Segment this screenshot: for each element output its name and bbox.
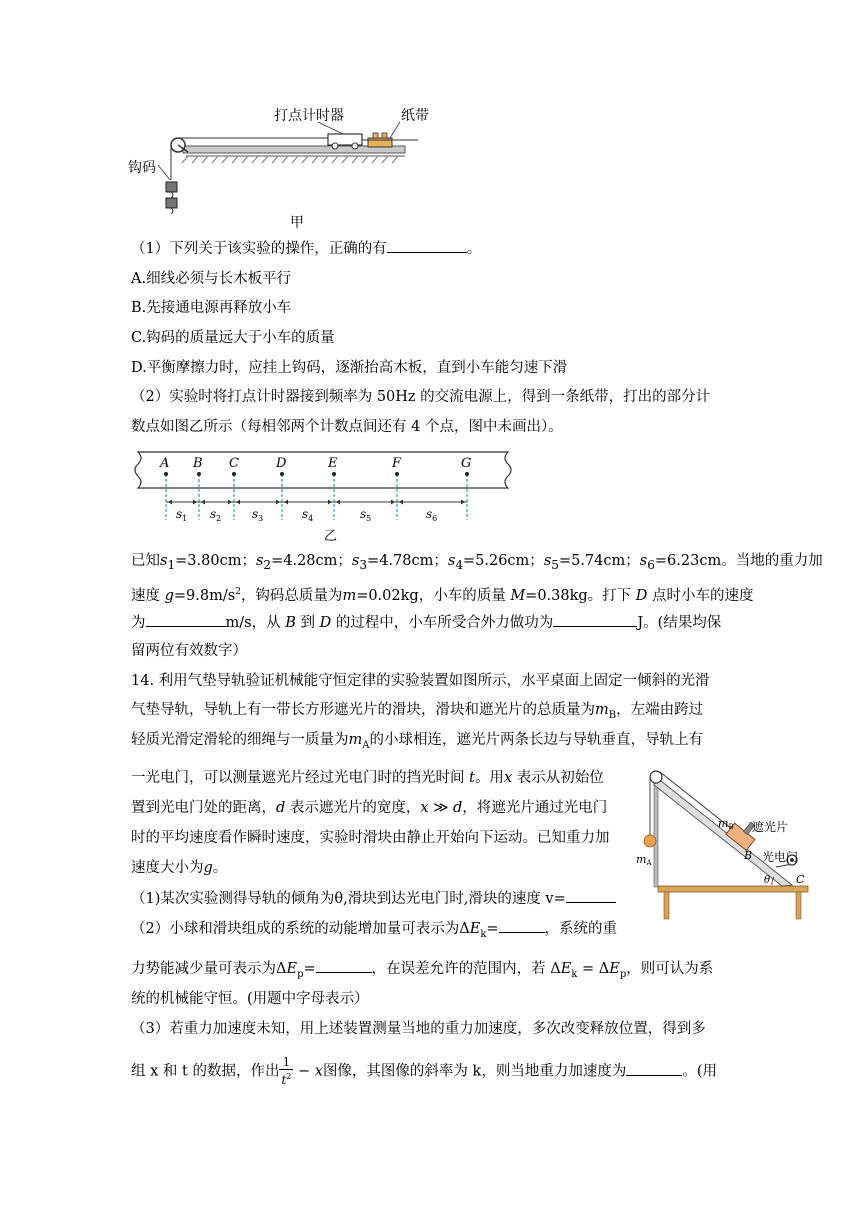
label-weight: 钩码 [128,160,156,176]
seg-s4: $s_4$ [302,507,314,523]
pulley [650,771,662,783]
work-blank[interactable] [553,612,637,627]
label-shade: 遮光片 [752,820,789,834]
q14-line4: 一光电门，可以测量遮光片经过光电门时的挡光时间 t。用x 表示从初始位 [131,770,604,786]
option-c: C.钩码的质量远大于小车的质量 [131,330,335,346]
q14-part2-line1: （2）小球和滑块组成的系统的动能增加量可表示为$\Delta E_k=$ ，系统的重 [131,918,617,945]
label-gate: 光电门 [762,850,799,864]
q14-part3-line2: 组 x 和 t 的数据，作出 $\frac{1}{t^2}$ − x图像，其图像的斜率为 k，则当地重力加速度为 。(用 [131,1055,718,1087]
option-d: D.平衡摩擦力时，应挂上钩码，逐渐抬高木板，直到小车能匀速下滑 [131,360,568,376]
figure-q14 [632,755,812,925]
table-top [658,886,808,892]
figure-yi [128,444,520,544]
seg-s2: $s_2$ [210,507,222,523]
q14-part2-line2: 力势能减少量可表示为$\Delta E_p=$ ，在误差允许的范围内，若 $\Delta E_k = \Delta E_p$，则可认为系 [131,958,713,985]
q13-part1: （1）下列关于该实验的操作，正确的有 。 [131,238,481,259]
point-b: B [193,456,203,471]
label-b: B [744,849,753,862]
point-f: F [392,456,402,471]
caption-jia: 甲 [290,215,304,230]
ep-blank[interactable] [316,958,372,973]
fraction-1-over-t2: $\frac{1}{t^2}$ [281,1055,292,1087]
caption-yi: 乙 [324,529,338,544]
label-timer: 打点计时器 [274,108,344,124]
figure-jia [128,100,448,230]
q13-data-line2: 速度 $g=9.8m/s^2$，钩码总质量为m=0.02kg，小车的质量 M=0.38kg。打下 D 点时小车的速度 [131,587,754,604]
label-ma: mA [636,853,652,867]
seg-s3: $s_3$ [252,507,264,523]
q14-part1: （1)某次实验测得导轨的倾角为θ,滑块到达光电门时,滑块的速度 v= [131,888,616,909]
q14-line7: 速度大小为g。 [131,860,228,876]
label-mb: mB [718,817,734,831]
label-theta: θ [764,875,771,886]
seg-s1: $s_1$ [176,507,188,523]
point-e: E [328,456,338,471]
seg-s5: $s_5$ [360,507,372,523]
q14-line5: 置到光电门处的距离，d 表示遮光片的宽度，x ≫ d，将遮光片通过光电门 [131,800,608,816]
timer [368,138,392,147]
g-answer-blank[interactable] [626,1061,682,1076]
q14-part3-line1: （3）若重力加速度未知，用上述装置测量当地的重力加速度，多次改变释放位置，得到多 [131,1021,706,1037]
label-tape: 纸带 [401,108,429,124]
point-g: G [461,456,472,471]
q13-part2-line1: （2）实验时将打点计时器接到频率为 50Hz 的交流电源上，得到一条纸带，打出的部分计 [131,389,711,405]
q13-data-line4: 留两位有效数字） [131,643,247,659]
q14-line2: 气垫导轨，导轨上有一带长方形遮光片的滑块，滑块和遮光片的总质量为$m_B$，左端由跨过 [131,702,704,721]
q13-data-line3: 为 m/s，从 B 到 D 的过程中，小车所受合外力做功为 J。(结果均保 [131,612,721,633]
label-c: C [796,873,805,886]
point-d: D [276,456,287,471]
q14-line3: 轻质光滑定滑轮的细绳与一质量为$m_A$的小球相连，遮光片两条长边与导轨垂直，导轨上有 [131,732,703,751]
weight-2 [166,198,177,208]
option-a: A.细线必须与长木板平行 [131,271,292,287]
q14-line6: 时的平均速度看作瞬时速度，实验时滑块由静止开始向下运动。已知重力加 [131,830,610,846]
ball [644,835,656,847]
velocity-answer-blank[interactable] [566,888,616,903]
point-c: C [229,456,239,471]
q14-part2-line3: 统的机械能守恒。(用题中字母表示） [131,991,369,1007]
seg-s6: $s_6$ [426,507,438,523]
q13-part2-line2: 数点如图乙所示（每相邻两个计数点间还有 4 个点，图中未画出）。 [131,419,563,435]
velocity-blank[interactable] [146,612,226,627]
q14-line1: 14. 利用气垫导轨验证机械能守恒定律的实验装置如图所示，水平桌面上固定一倾斜的光滑 [131,673,710,689]
point-a: A [160,456,170,471]
ek-blank[interactable] [499,918,545,933]
answer-blank[interactable] [387,238,467,253]
q13-data-line1: 已知$s_1=3.80cm$；$s_2=4.28cm$；$s_3=4.78cm$；$s_4=5.26cm$；$s_5=5.74cm$；$s_6=6.23cm$。当地的重力加 [131,553,823,572]
weight-1 [166,182,177,192]
option-b: B.先接通电源再释放小车 [131,300,292,316]
